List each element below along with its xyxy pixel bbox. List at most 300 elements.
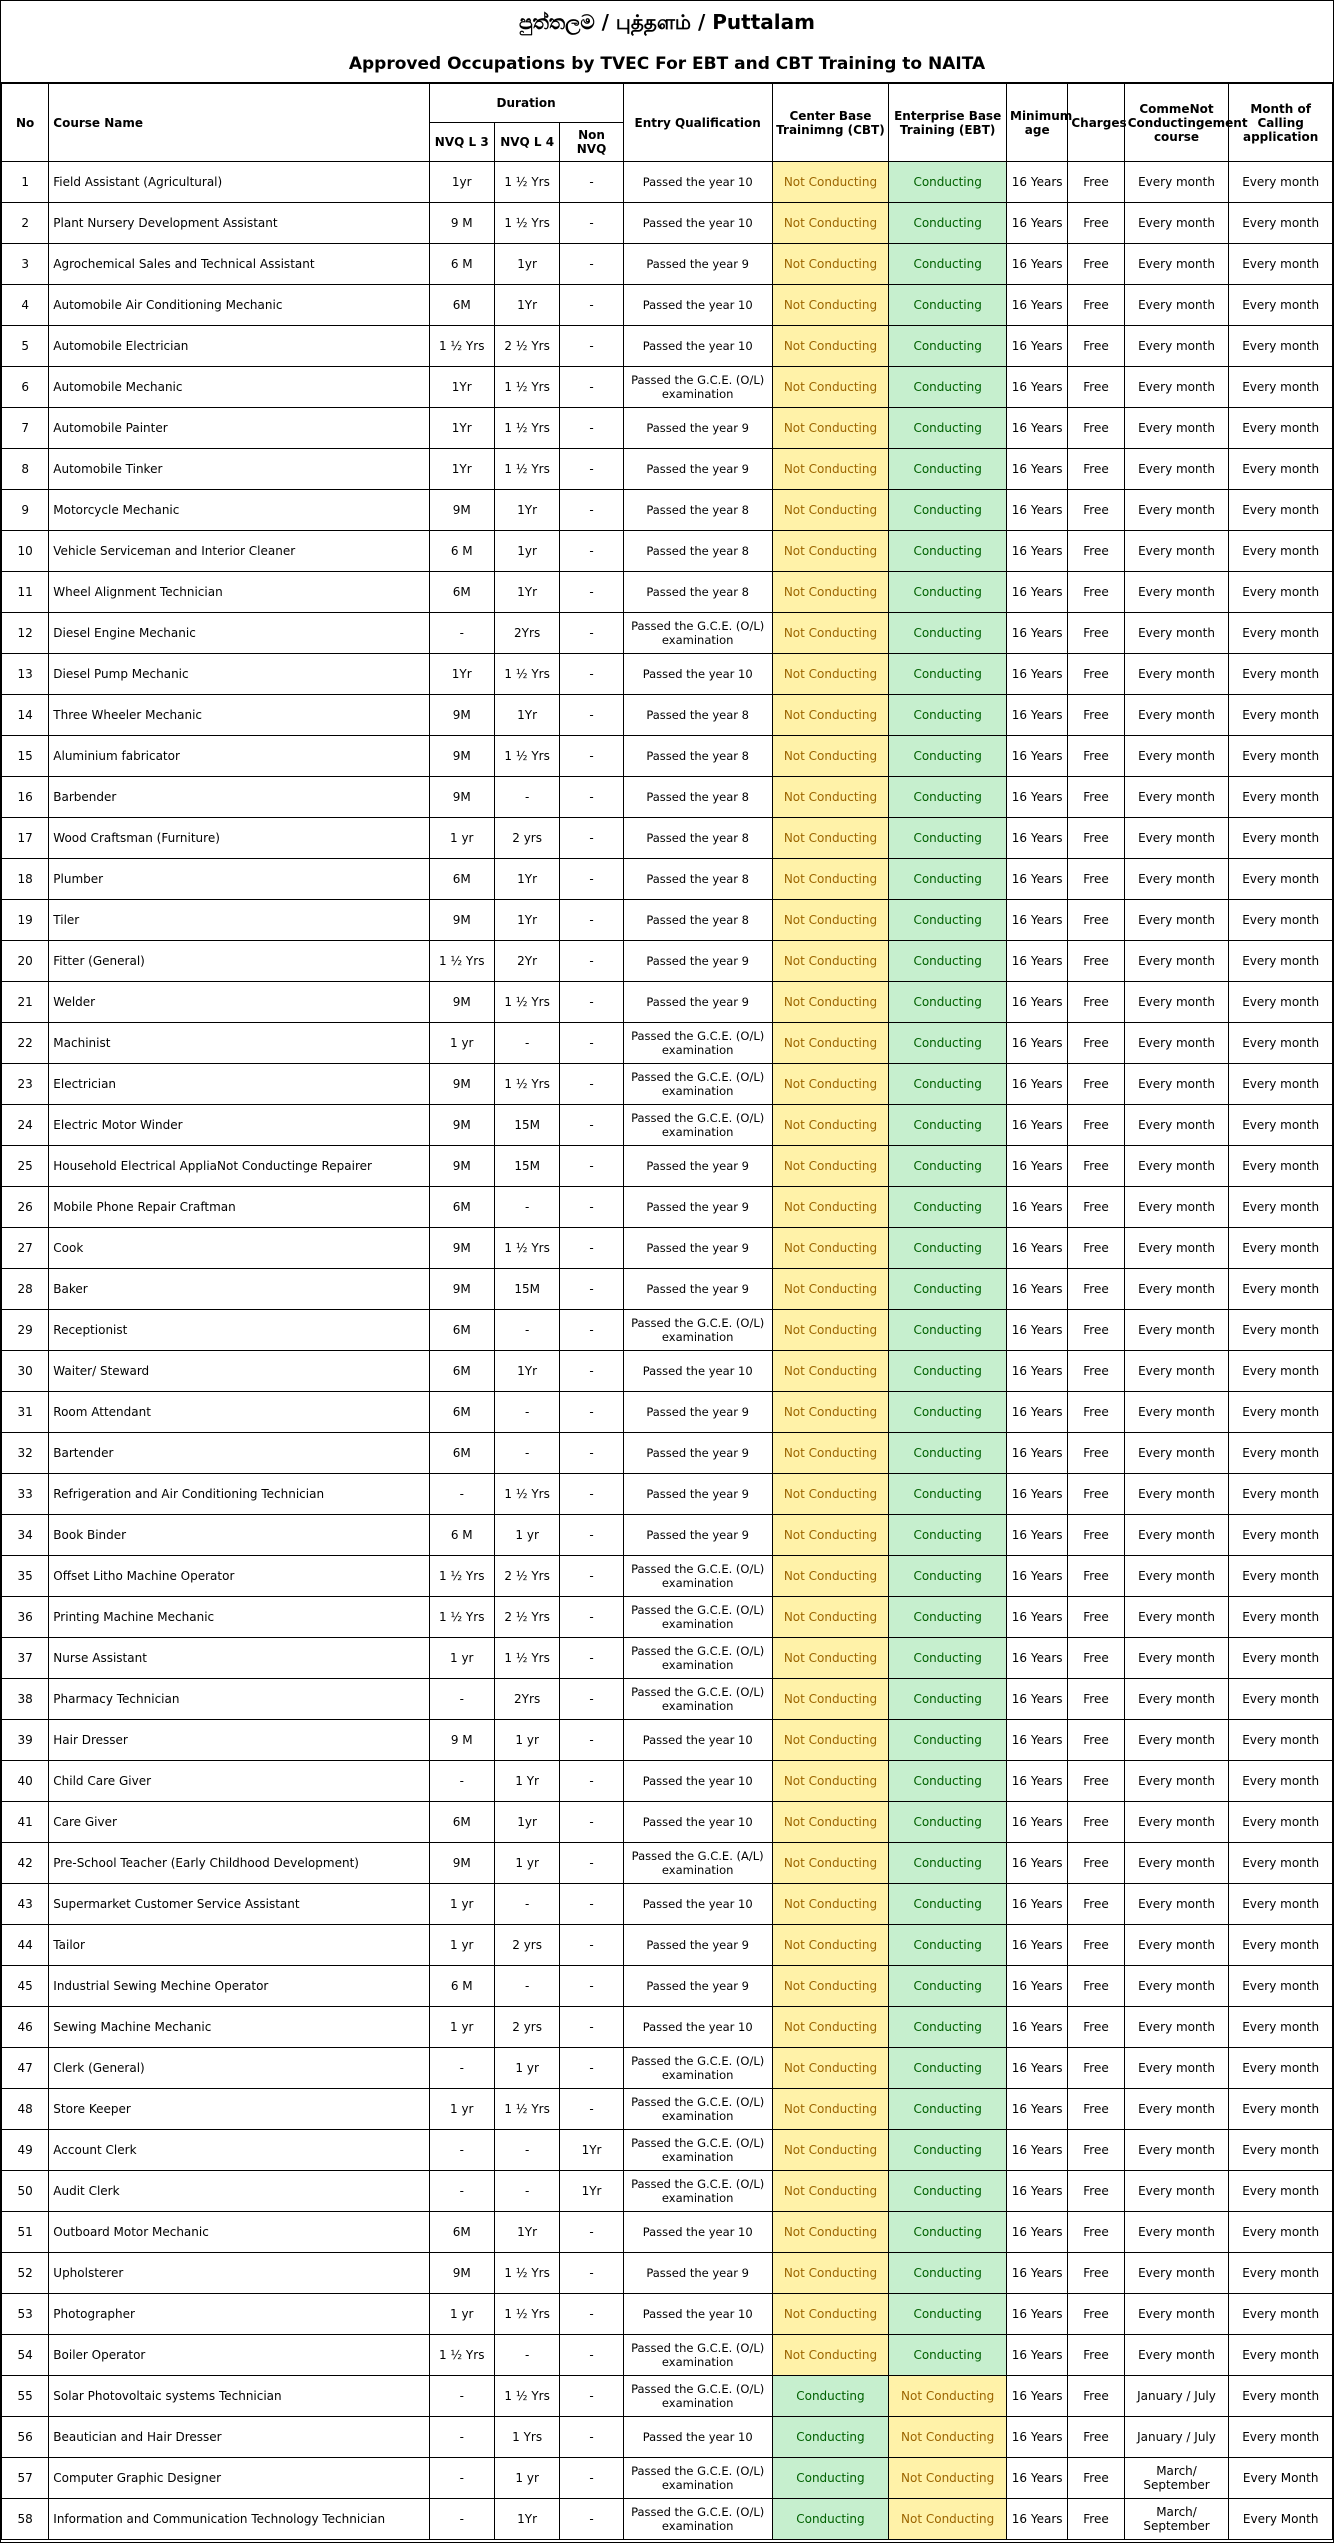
cell-commencement: Every month [1124, 2212, 1229, 2253]
cell-commencement: Every month [1124, 1351, 1229, 1392]
cell-course-name: Hair Dresser [49, 1720, 429, 1761]
cell-entry-qualification: Passed the year 10 [623, 203, 772, 244]
table-row [2, 777, 1333, 818]
cell-course-name: Machinist [49, 1023, 429, 1064]
cell-entry-qualification: Passed the G.C.E. (O/L) examination [623, 2171, 772, 2212]
cell-ebt: Conducting [889, 1720, 1007, 1761]
cell-no: 37 [2, 1638, 49, 1679]
cell-ebt: Conducting [889, 1597, 1007, 1638]
cell-non-nvq: - [560, 1310, 623, 1351]
cell-commencement: Every month [1124, 695, 1229, 736]
cell-nvq-l4: - [494, 777, 559, 818]
cell-nvq-l3: - [429, 1679, 494, 1720]
cell-no: 16 [2, 777, 49, 818]
cell-no: 26 [2, 1187, 49, 1228]
cell-no: 53 [2, 2294, 49, 2335]
cell-no: 51 [2, 2212, 49, 2253]
cell-commencement: Every month [1124, 2089, 1229, 2130]
cell-course-name: Offset Litho Machine Operator [49, 1556, 429, 1597]
table-row [2, 2458, 1333, 2499]
cell-ebt: Not Conducting [889, 2499, 1007, 2540]
cell-course-name: Motorcycle Mechanic [49, 490, 429, 531]
cell-minimum-age: 16 Years [1007, 1351, 1068, 1392]
cell-minimum-age: 16 Years [1007, 2007, 1068, 2048]
header-nvq-l3: NVQ L 3 [429, 123, 494, 162]
header-charges: Charges [1068, 84, 1124, 162]
cell-no: 20 [2, 941, 49, 982]
cell-commencement: Every month [1124, 2007, 1229, 2048]
cell-non-nvq: - [560, 1761, 623, 1802]
cell-charges: Free [1068, 2253, 1124, 2294]
cell-course-name: Tiler [49, 900, 429, 941]
cell-month-of-calling: Every month [1229, 818, 1333, 859]
cell-charges: Free [1068, 982, 1124, 1023]
cell-non-nvq: - [560, 613, 623, 654]
cell-minimum-age: 16 Years [1007, 449, 1068, 490]
cell-cbt: Not Conducting [772, 572, 889, 613]
cell-non-nvq: - [560, 2335, 623, 2376]
cell-entry-qualification: Passed the year 9 [623, 1474, 772, 1515]
cell-no: 46 [2, 2007, 49, 2048]
cell-month-of-calling: Every month [1229, 1966, 1333, 2007]
cell-month-of-calling: Every month [1229, 572, 1333, 613]
cell-course-name: Cook [49, 1228, 429, 1269]
cell-charges: Free [1068, 1064, 1124, 1105]
cell-ebt: Conducting [889, 1802, 1007, 1843]
cell-entry-qualification: Passed the year 9 [623, 1228, 772, 1269]
cell-cbt: Not Conducting [772, 1228, 889, 1269]
cell-nvq-l3: 9M [429, 1146, 494, 1187]
cell-commencement: Every month [1124, 982, 1229, 1023]
cell-minimum-age: 16 Years [1007, 2171, 1068, 2212]
cell-month-of-calling: Every month [1229, 1597, 1333, 1638]
cell-month-of-calling: Every month [1229, 1679, 1333, 1720]
cell-minimum-age: 16 Years [1007, 1105, 1068, 1146]
cell-no: 1 [2, 162, 49, 203]
cell-month-of-calling: Every month [1229, 2294, 1333, 2335]
cell-no: 10 [2, 531, 49, 572]
cell-ebt: Conducting [889, 326, 1007, 367]
cell-commencement: Every month [1124, 244, 1229, 285]
cell-nvq-l3: 1 yr [429, 1023, 494, 1064]
table-row [2, 1474, 1333, 1515]
cell-cbt: Conducting [772, 2458, 889, 2499]
occupations-table [1, 83, 1333, 2540]
cell-commencement: Every month [1124, 1105, 1229, 1146]
cell-nvq-l3: 1 ½ Yrs [429, 941, 494, 982]
cell-nvq-l4: 1 ½ Yrs [494, 982, 559, 1023]
cell-commencement: March/ September [1124, 2458, 1229, 2499]
table-row [2, 285, 1333, 326]
cell-no: 49 [2, 2130, 49, 2171]
cell-minimum-age: 16 Years [1007, 2130, 1068, 2171]
cell-non-nvq: - [560, 900, 623, 941]
cell-course-name: Diesel Pump Mechanic [49, 654, 429, 695]
cell-nvq-l3: 6M [429, 1187, 494, 1228]
cell-non-nvq: - [560, 2376, 623, 2417]
cell-ebt: Conducting [889, 162, 1007, 203]
cell-no: 57 [2, 2458, 49, 2499]
cell-charges: Free [1068, 2376, 1124, 2417]
table-row [2, 736, 1333, 777]
cell-charges: Free [1068, 2335, 1124, 2376]
cell-ebt: Conducting [889, 900, 1007, 941]
cell-non-nvq: - [560, 2089, 623, 2130]
cell-no: 33 [2, 1474, 49, 1515]
cell-nvq-l3: 1 yr [429, 1884, 494, 1925]
cell-no: 50 [2, 2171, 49, 2212]
cell-non-nvq: - [560, 2294, 623, 2335]
cell-nvq-l3: 6M [429, 1392, 494, 1433]
cell-commencement: Every month [1124, 941, 1229, 982]
cell-entry-qualification: Passed the G.C.E. (O/L) examination [623, 2499, 772, 2540]
cell-cbt: Not Conducting [772, 941, 889, 982]
cell-entry-qualification: Passed the year 10 [623, 2417, 772, 2458]
cell-entry-qualification: Passed the G.C.E. (O/L) examination [623, 2048, 772, 2089]
cell-course-name: Pre-School Teacher (Early Childhood Development) [49, 1843, 429, 1884]
cell-nvq-l3: 9 M [429, 1720, 494, 1761]
cell-ebt: Conducting [889, 449, 1007, 490]
cell-charges: Free [1068, 2417, 1124, 2458]
cell-month-of-calling: Every month [1229, 2048, 1333, 2089]
cell-month-of-calling: Every Month [1229, 2458, 1333, 2499]
cell-nvq-l4: - [494, 2171, 559, 2212]
cell-entry-qualification: Passed the year 8 [623, 900, 772, 941]
cell-non-nvq: - [560, 1966, 623, 2007]
table-row [2, 408, 1333, 449]
cell-nvq-l3: 1 yr [429, 818, 494, 859]
cell-month-of-calling: Every month [1229, 1433, 1333, 1474]
cell-entry-qualification: Passed the G.C.E. (O/L) examination [623, 2458, 772, 2499]
cell-commencement: Every month [1124, 1187, 1229, 1228]
cell-month-of-calling: Every month [1229, 654, 1333, 695]
cell-charges: Free [1068, 2089, 1124, 2130]
cell-nvq-l3: 6M [429, 572, 494, 613]
cell-nvq-l4: 1 ½ Yrs [494, 2089, 559, 2130]
cell-cbt: Not Conducting [772, 736, 889, 777]
cell-non-nvq: - [560, 1515, 623, 1556]
cell-nvq-l4: - [494, 1433, 559, 1474]
cell-course-name: Upholsterer [49, 2253, 429, 2294]
cell-no: 39 [2, 1720, 49, 1761]
table-row [2, 2376, 1333, 2417]
cell-commencement: Every month [1124, 1556, 1229, 1597]
cell-entry-qualification: Passed the G.C.E. (O/L) examination [623, 1310, 772, 1351]
cell-cbt: Not Conducting [772, 1966, 889, 2007]
cell-course-name: Automobile Painter [49, 408, 429, 449]
cell-cbt: Not Conducting [772, 2335, 889, 2376]
cell-cbt: Not Conducting [772, 1597, 889, 1638]
table-row [2, 859, 1333, 900]
header-non-nvq: Non NVQ [560, 123, 623, 162]
cell-ebt: Conducting [889, 1556, 1007, 1597]
table-row [2, 1310, 1333, 1351]
table-row [2, 531, 1333, 572]
cell-charges: Free [1068, 449, 1124, 490]
table-row [2, 1720, 1333, 1761]
cell-minimum-age: 16 Years [1007, 613, 1068, 654]
cell-month-of-calling: Every month [1229, 613, 1333, 654]
cell-no: 21 [2, 982, 49, 1023]
cell-nvq-l3: 6M [429, 285, 494, 326]
cell-no: 12 [2, 613, 49, 654]
table-row [2, 1228, 1333, 1269]
cell-nvq-l3: 9M [429, 777, 494, 818]
cell-nvq-l3: 1Yr [429, 654, 494, 695]
cell-cbt: Conducting [772, 2417, 889, 2458]
cell-month-of-calling: Every month [1229, 982, 1333, 1023]
cell-commencement: Every month [1124, 613, 1229, 654]
table-row [2, 449, 1333, 490]
cell-nvq-l4: 1 ½ Yrs [494, 2294, 559, 2335]
cell-nvq-l3: 1 ½ Yrs [429, 326, 494, 367]
cell-course-name: Baker [49, 1269, 429, 1310]
cell-month-of-calling: Every month [1229, 2212, 1333, 2253]
cell-course-name: Electric Motor Winder [49, 1105, 429, 1146]
cell-nvq-l3: 6M [429, 859, 494, 900]
cell-entry-qualification: Passed the G.C.E. (O/L) examination [623, 1556, 772, 1597]
cell-month-of-calling: Every month [1229, 2417, 1333, 2458]
cell-no: 5 [2, 326, 49, 367]
cell-cbt: Not Conducting [772, 654, 889, 695]
cell-month-of-calling: Every month [1229, 1228, 1333, 1269]
cell-nvq-l3: 6M [429, 2212, 494, 2253]
cell-month-of-calling: Every month [1229, 408, 1333, 449]
cell-non-nvq: - [560, 654, 623, 695]
cell-charges: Free [1068, 1023, 1124, 1064]
table-row [2, 2499, 1333, 2540]
cell-cbt: Not Conducting [772, 1023, 889, 1064]
cell-no: 34 [2, 1515, 49, 1556]
cell-month-of-calling: Every month [1229, 2089, 1333, 2130]
cell-nvq-l4: 1 ½ Yrs [494, 367, 559, 408]
cell-course-name: Refrigeration and Air Conditioning Technician [49, 1474, 429, 1515]
cell-course-name: Bartender [49, 1433, 429, 1474]
cell-course-name: Wheel Alignment Technician [49, 572, 429, 613]
cell-nvq-l4: - [494, 1884, 559, 1925]
cell-cbt: Not Conducting [772, 1310, 889, 1351]
cell-ebt: Conducting [889, 1474, 1007, 1515]
cell-ebt: Conducting [889, 1351, 1007, 1392]
cell-entry-qualification: Passed the G.C.E. (O/L) examination [623, 1105, 772, 1146]
cell-commencement: Every month [1124, 326, 1229, 367]
cell-entry-qualification: Passed the G.C.E. (O/L) examination [623, 367, 772, 408]
cell-commencement: Every month [1124, 1023, 1229, 1064]
cell-no: 19 [2, 900, 49, 941]
cell-cbt: Not Conducting [772, 2048, 889, 2089]
cell-charges: Free [1068, 2048, 1124, 2089]
cell-nvq-l3: 1yr [429, 162, 494, 203]
cell-charges: Free [1068, 1720, 1124, 1761]
cell-commencement: Every month [1124, 162, 1229, 203]
cell-nvq-l4: - [494, 2335, 559, 2376]
cell-month-of-calling: Every month [1229, 736, 1333, 777]
cell-minimum-age: 16 Years [1007, 1966, 1068, 2007]
cell-minimum-age: 16 Years [1007, 2089, 1068, 2130]
cell-charges: Free [1068, 818, 1124, 859]
cell-month-of-calling: Every month [1229, 2171, 1333, 2212]
cell-ebt: Conducting [889, 2253, 1007, 2294]
table-row [2, 654, 1333, 695]
cell-course-name: Pharmacy Technician [49, 1679, 429, 1720]
cell-entry-qualification: Passed the G.C.E. (O/L) examination [623, 2376, 772, 2417]
cell-charges: Free [1068, 408, 1124, 449]
cell-ebt: Conducting [889, 1966, 1007, 2007]
cell-cbt: Not Conducting [772, 777, 889, 818]
cell-ebt: Not Conducting [889, 2376, 1007, 2417]
cell-nvq-l4: 1Yr [494, 572, 559, 613]
cell-non-nvq: - [560, 367, 623, 408]
cell-nvq-l3: 9M [429, 695, 494, 736]
cell-non-nvq: - [560, 1392, 623, 1433]
cell-nvq-l3: 6M [429, 1433, 494, 1474]
table-row [2, 982, 1333, 1023]
cell-course-name: Store Keeper [49, 2089, 429, 2130]
cell-commencement: Every month [1124, 1802, 1229, 1843]
cell-ebt: Conducting [889, 654, 1007, 695]
cell-ebt: Conducting [889, 2335, 1007, 2376]
page-title: පුත්තලම / புத்தளம் / Puttalam [519, 9, 815, 34]
cell-commencement: Every month [1124, 777, 1229, 818]
cell-charges: Free [1068, 1884, 1124, 1925]
cell-charges: Free [1068, 900, 1124, 941]
cell-charges: Free [1068, 654, 1124, 695]
cell-entry-qualification: Passed the G.C.E. (A/L) examination [623, 1843, 772, 1884]
cell-charges: Free [1068, 531, 1124, 572]
cell-ebt: Not Conducting [889, 2417, 1007, 2458]
cell-non-nvq: - [560, 1638, 623, 1679]
cell-course-name: Care Giver [49, 1802, 429, 1843]
cell-entry-qualification: Passed the year 10 [623, 1884, 772, 1925]
cell-nvq-l3: 6M [429, 1802, 494, 1843]
cell-cbt: Not Conducting [772, 285, 889, 326]
cell-month-of-calling: Every month [1229, 1310, 1333, 1351]
cell-minimum-age: 16 Years [1007, 1023, 1068, 1064]
cell-course-name: Tailor [49, 1925, 429, 1966]
cell-nvq-l4: 1 ½ Yrs [494, 2376, 559, 2417]
cell-cbt: Not Conducting [772, 2294, 889, 2335]
cell-course-name: Automobile Electrician [49, 326, 429, 367]
cell-ebt: Conducting [889, 1105, 1007, 1146]
cell-entry-qualification: Passed the year 10 [623, 1802, 772, 1843]
cell-entry-qualification: Passed the G.C.E. (O/L) examination [623, 1597, 772, 1638]
cell-minimum-age: 16 Years [1007, 203, 1068, 244]
cell-non-nvq: - [560, 1597, 623, 1638]
cell-commencement: Every month [1124, 572, 1229, 613]
cell-cbt: Not Conducting [772, 1064, 889, 1105]
cell-month-of-calling: Every month [1229, 1351, 1333, 1392]
cell-course-name: Wood Craftsman (Furniture) [49, 818, 429, 859]
header-cbt: Center Base Trainimng (CBT) [772, 84, 889, 162]
cell-non-nvq: - [560, 1105, 623, 1146]
header-course-name: Course Name [49, 84, 429, 162]
cell-nvq-l4: 2 ½ Yrs [494, 1597, 559, 1638]
table-row [2, 244, 1333, 285]
cell-no: 18 [2, 859, 49, 900]
cell-minimum-age: 16 Years [1007, 982, 1068, 1023]
cell-commencement: Every month [1124, 1884, 1229, 1925]
cell-cbt: Not Conducting [772, 1843, 889, 1884]
cell-no: 23 [2, 1064, 49, 1105]
cell-nvq-l4: 1yr [494, 1802, 559, 1843]
cell-charges: Free [1068, 1474, 1124, 1515]
cell-commencement: Every month [1124, 900, 1229, 941]
table-row [2, 1761, 1333, 1802]
cell-no: 35 [2, 1556, 49, 1597]
cell-commencement: Every month [1124, 2048, 1229, 2089]
cell-charges: Free [1068, 1966, 1124, 2007]
cell-nvq-l3: 1Yr [429, 449, 494, 490]
cell-cbt: Not Conducting [772, 1105, 889, 1146]
cell-commencement: Every month [1124, 2253, 1229, 2294]
cell-ebt: Conducting [889, 1925, 1007, 1966]
cell-non-nvq: 1Yr [560, 2171, 623, 2212]
cell-ebt: Conducting [889, 1884, 1007, 1925]
cell-month-of-calling: Every month [1229, 244, 1333, 285]
cell-no: 2 [2, 203, 49, 244]
cell-minimum-age: 16 Years [1007, 1597, 1068, 1638]
cell-course-name: Clerk (General) [49, 2048, 429, 2089]
cell-charges: Free [1068, 244, 1124, 285]
cell-non-nvq: - [560, 285, 623, 326]
cell-month-of-calling: Every month [1229, 1474, 1333, 1515]
cell-nvq-l3: 6M [429, 1310, 494, 1351]
cell-no: 54 [2, 2335, 49, 2376]
cell-ebt: Conducting [889, 777, 1007, 818]
cell-course-name: Book Binder [49, 1515, 429, 1556]
cell-nvq-l4: 2 ½ Yrs [494, 326, 559, 367]
cell-non-nvq: - [560, 818, 623, 859]
cell-cbt: Not Conducting [772, 2171, 889, 2212]
cell-month-of-calling: Every month [1229, 900, 1333, 941]
cell-course-name: Welder [49, 982, 429, 1023]
cell-charges: Free [1068, 1269, 1124, 1310]
cell-ebt: Conducting [889, 1187, 1007, 1228]
cell-nvq-l4: 1 Yr [494, 1761, 559, 1802]
cell-no: 41 [2, 1802, 49, 1843]
cell-minimum-age: 16 Years [1007, 1679, 1068, 1720]
cell-nvq-l4: 1 yr [494, 2048, 559, 2089]
cell-non-nvq: - [560, 490, 623, 531]
cell-minimum-age: 16 Years [1007, 1392, 1068, 1433]
cell-charges: Free [1068, 2130, 1124, 2171]
cell-non-nvq: - [560, 162, 623, 203]
cell-minimum-age: 16 Years [1007, 1638, 1068, 1679]
cell-ebt: Conducting [889, 1228, 1007, 1269]
cell-commencement: Every month [1124, 654, 1229, 695]
cell-entry-qualification: Passed the year 9 [623, 1966, 772, 2007]
table-row [2, 941, 1333, 982]
cell-charges: Free [1068, 941, 1124, 982]
cell-no: 40 [2, 1761, 49, 1802]
cell-non-nvq: - [560, 1884, 623, 1925]
cell-nvq-l3: 6 M [429, 531, 494, 572]
cell-non-nvq: - [560, 1064, 623, 1105]
cell-no: 52 [2, 2253, 49, 2294]
cell-minimum-age: 16 Years [1007, 736, 1068, 777]
cell-minimum-age: 16 Years [1007, 1146, 1068, 1187]
cell-entry-qualification: Passed the G.C.E. (O/L) examination [623, 2130, 772, 2171]
cell-course-name: Field Assistant (Agricultural) [49, 162, 429, 203]
cell-charges: Free [1068, 1802, 1124, 1843]
cell-minimum-age: 16 Years [1007, 490, 1068, 531]
cell-cbt: Not Conducting [772, 326, 889, 367]
cell-ebt: Conducting [889, 285, 1007, 326]
cell-no: 29 [2, 1310, 49, 1351]
cell-nvq-l3: 1 yr [429, 1638, 494, 1679]
cell-month-of-calling: Every month [1229, 1064, 1333, 1105]
table-row [2, 818, 1333, 859]
